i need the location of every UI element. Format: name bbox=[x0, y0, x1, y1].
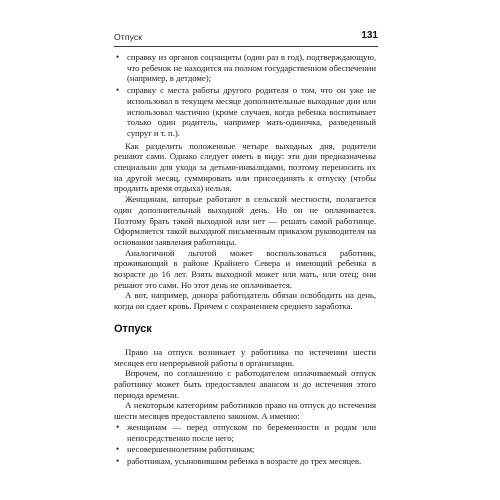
body-text bbox=[114, 52, 376, 468]
section-heading: Отпуск bbox=[114, 322, 152, 335]
running-header-title: Отпуск bbox=[114, 32, 143, 42]
top-bullet-list bbox=[114, 52, 376, 139]
paragraph: Как разделить положенные четыре выходных дня, родители решают сами. Однако следует иметь в виду: эти дни предназначены специально для ухода за детьми-инвалидами, поэтому переносить их на другой месяц, суммировать или присоединять к отпуску (чтобы продлить время отдыха) нельзя. bbox=[114, 140, 376, 194]
paragraph: Право на отпуск возникает у работника по истечении шести месяцев его непрерывной работы в организации. bbox=[114, 346, 376, 368]
list-item: • работникам, усыновившим ребенка в возрасте до трех месяцев. bbox=[114, 456, 376, 467]
section-bullet-list bbox=[114, 422, 376, 467]
paragraph: Женщинам, которые работают в сельской местности, полагается один дополнительный выходной день. Но он не оплачивается. Поэтому брать такой выходной или нет — решать самой работнице. Оформляется такой выходной письменным приказом руководителя на основании заявления работницы. bbox=[114, 194, 376, 247]
paragraph: Аналогичной льготой может воспользоваться работник, проживающий в районе Крайнего Севера и имеющий ребенка в возрасте до 16 лет. Взять выходной может или мать, или отец; они решают это сами. Но этот день не оплачивается. bbox=[114, 247, 376, 290]
paragraph: А вот, например, донора работодатель обязан освободить на день, когда он сдает кровь. Причем с сохранением среднего заработка. bbox=[114, 290, 376, 312]
paragraph: Впрочем, по соглашению с работодателем оплачиваемый отпуск работнику может быть предоставлен авансом и до истечения этого периода времени. bbox=[114, 368, 376, 400]
list-item: • справку с места работы другого родителя о том, что он уже не использовал в текущем месяце дополнительные выходные дни или использовал частично (кроме случаев, когда ребенка воспитывает только один родитель, например мать-одиночка, разведенный супруг и т. п.). bbox=[114, 85, 376, 139]
running-header bbox=[114, 30, 378, 47]
paragraph: А некоторым категориям работников право на отпуск до истечения шести месяцев предоставлено законом. А именно: bbox=[114, 400, 376, 422]
list-item: • несовершеннолетним работникам; bbox=[114, 444, 376, 455]
list-item: • женщинам — перед отпуском по беременности и родам или непосредственно после него; bbox=[114, 422, 376, 443]
list-item: • справку из органов соцзащиты (один раз в год), подтверждающую, что ребенок не находится на полном государственном обеспечении (например, в детдоме); bbox=[114, 52, 376, 84]
page-number: 131 bbox=[361, 30, 378, 41]
